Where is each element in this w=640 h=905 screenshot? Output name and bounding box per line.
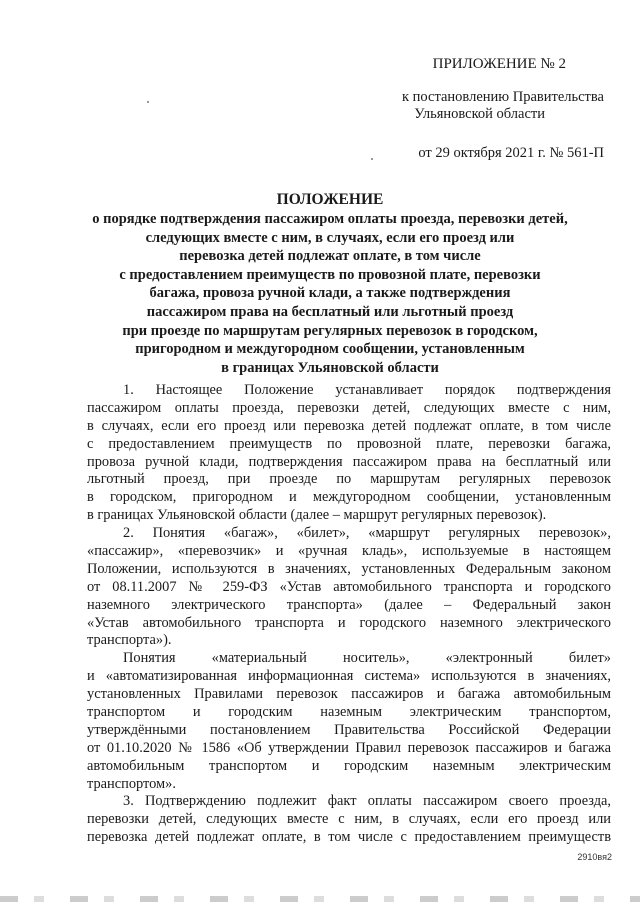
body-line: в городском, пригородном и междугородном сообщении, установленным xyxy=(87,489,611,506)
body-line: «пассажир», «перевозчик» и «ручная кладь», используемые в настоящем xyxy=(87,543,611,560)
resolution-date-number: от 29 октября 2021 г. № 561-П xyxy=(418,145,604,161)
title-line: с предоставлением преимуществ по провозной плате, перевозки xyxy=(119,266,541,283)
appendix-number: ПРИЛОЖЕНИЕ № 2 xyxy=(432,56,566,72)
title-line: о порядке подтверждения пассажиром оплаты проезда, перевозки детей, xyxy=(92,211,568,227)
body-line: и «автоматизированная информационная система» используются в значениях, xyxy=(87,668,611,685)
document-title xyxy=(60,190,600,377)
body-line: «Устав автомобильного транспорта и городского наземного электрического xyxy=(87,614,611,631)
title-line: пассажиром права на бесплатный или льготный проезд xyxy=(146,303,514,320)
body-line: провоза ручной клади, подтверждения пассажиром права на бесплатный или xyxy=(87,453,611,470)
title-heading: ПОЛОЖЕНИЕ xyxy=(276,191,384,208)
body-line: 2. Понятия «багаж», «билет», «маршрут регулярных перевозок», xyxy=(123,525,611,542)
body-line: от 08.11.2007 № 259-ФЗ «Устав автомобильного транспорта и городского xyxy=(87,578,611,595)
body-line: в случаях, если его проезд или перевозка детей подлежат оплате, в том числе xyxy=(87,417,611,434)
body-line: транспортом». xyxy=(87,775,176,792)
body-line: льготный проезд, при проезде по маршрутам регулярных перевозок xyxy=(87,471,611,488)
body-line: перевозки детей, следующих вместе с ним, в случаях, если его проезд или xyxy=(87,811,611,828)
title-line: багажа, провоза ручной клади, а также подтверждения xyxy=(149,285,511,302)
body-line: установленных Правилами перевозок пассажиров и багажа автомобильным xyxy=(87,686,611,703)
body-line: перевозка детей подлежат оплате, в том числе с предоставлением преимуществ xyxy=(87,829,611,846)
title-line: перевозка детей подлежат оплате, в том числе xyxy=(179,248,481,265)
resolution-reference-line-1: к постановлению Правительства xyxy=(402,89,604,105)
body-line: автомобильным транспортом и городским наземным электрическим xyxy=(87,757,611,774)
body-line: транспорта»). xyxy=(87,632,172,649)
body-line: 1. Настоящее Положение устанавливает порядок подтверждения xyxy=(123,382,611,398)
title-line: следующих вместе с ним, в случаях, если его проезд или xyxy=(145,229,515,246)
body-line: в границах Ульяновской области (далее – маршрут регулярных перевозок). xyxy=(87,507,547,524)
title-line: в границах Ульяновской области xyxy=(221,359,439,376)
body-line: 3. Подтверждению подлежит факт оплаты пассажиром своего проезда, xyxy=(123,793,611,810)
document-body xyxy=(87,382,611,847)
body-line: утверждёнными постановлением Правительства Российской Федерации xyxy=(87,721,611,738)
body-line: транспортом и городским наземным электрическим транспортом, xyxy=(87,704,611,721)
resolution-reference-line-2: Ульяновской области xyxy=(414,106,545,122)
title-line: при проезде по маршрутам регулярных перевозок в городском, xyxy=(122,322,538,339)
body-line: от 01.10.2020 № 1586 «Об утверждении Правил перевозок пассажиров и багажа xyxy=(87,739,611,756)
title-line: пригородном и междугородном сообщении, установленным xyxy=(135,341,525,358)
body-line: Понятия «материальный носитель», «электронный билет» xyxy=(123,650,611,667)
scan-speck xyxy=(371,158,373,160)
body-line: Положении, используются в значениях, установленных Федеральным законом xyxy=(87,560,611,577)
body-line: с предоставлением преимуществ по провозной плате, перевозки багажа, xyxy=(87,435,611,452)
body-line: наземного электрического транспорта» (далее – Федеральный закон xyxy=(87,596,611,613)
scan-bottom-edge xyxy=(0,896,640,902)
body-line: пассажиром оплаты проезда, перевозки детей, следующих вместе с ним, xyxy=(87,399,611,416)
scan-speck xyxy=(147,101,149,103)
document-code: 2910вя2 xyxy=(577,852,612,862)
